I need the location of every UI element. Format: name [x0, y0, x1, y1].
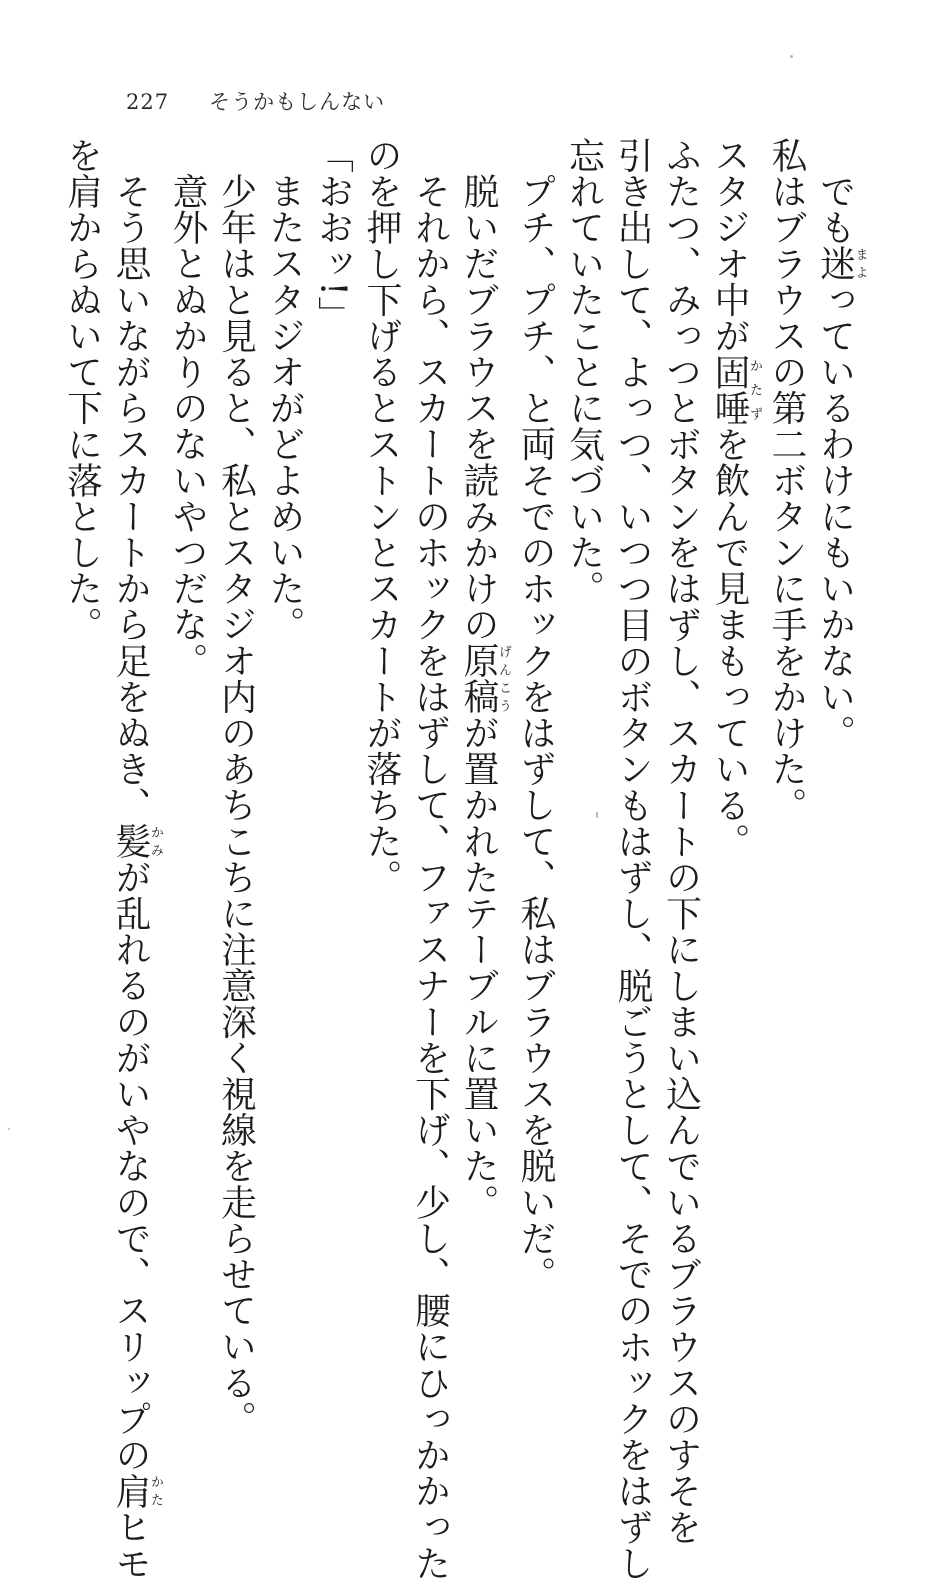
text-line: を肩からぬいて下に落とした。	[61, 137, 103, 643]
vertical-body-text	[61, 137, 868, 1581]
paper-speck	[596, 812, 598, 818]
text-line: ふたつ、みっつとボタンをはずし、スカートの下にしまい込んでいるブラウスのすそを	[660, 137, 702, 1545]
text-line: のを押し下げるとストンとスカートが落ちた。	[361, 137, 402, 896]
text-line: 少年はと見ると、私とスタジオ内のあちこちに注意深く視線を走らせている。	[215, 173, 257, 1437]
running-title: そうかもしんない	[209, 90, 386, 114]
page-number: 227	[126, 90, 170, 114]
text-line: 引き出して、よっつ、いつつ目のボタンもはずし、脱ごうとして、そでのホックをはずし	[612, 137, 653, 1581]
text-line: プチ、プチ、と両そでのホックをはずして、私はブラウスを脱いだ。	[515, 173, 556, 1293]
paper-speck	[8, 1128, 10, 1130]
text-line: でも迷まよっているわけにもいかない。	[814, 173, 868, 751]
text-line: 忘れていたことに気づいた。	[563, 137, 605, 607]
text-line: それから、スカートのホックをはずして、ファスナーを下げ、少し、腰にひっかかった	[409, 173, 451, 1581]
paper-speck	[790, 55, 793, 58]
dialogue-line: 「おおッ!」	[312, 137, 354, 333]
text-line: スタジオ中が固唾かたずを飲んで見まもっている。	[709, 137, 762, 860]
page-header	[126, 86, 385, 116]
text-line: 意外とぬかりのないやつだな。	[167, 173, 208, 679]
text-line: またスタジオがどよめいた。	[264, 173, 305, 643]
ruby-annotation: 迷まよ	[814, 245, 868, 282]
text-line: そう思いながらスカートから足をぬき、髪かみが乱れるのがいやなので、スリップの肩かたヒモ	[110, 173, 163, 1581]
ruby-annotation: 固唾かたず	[709, 353, 762, 426]
text-line: 脱いだブラウスを読みかけの原稿げんこうが置かれたテーブルに置いた。	[458, 173, 511, 1220]
text-line: 私はブラウスの第二ボタンに手をかけた。	[766, 137, 807, 823]
ruby-annotation: 髪かみ	[110, 822, 163, 859]
ruby-annotation: 肩かた	[110, 1472, 163, 1509]
ruby-annotation: 原稿げんこう	[458, 642, 511, 715]
